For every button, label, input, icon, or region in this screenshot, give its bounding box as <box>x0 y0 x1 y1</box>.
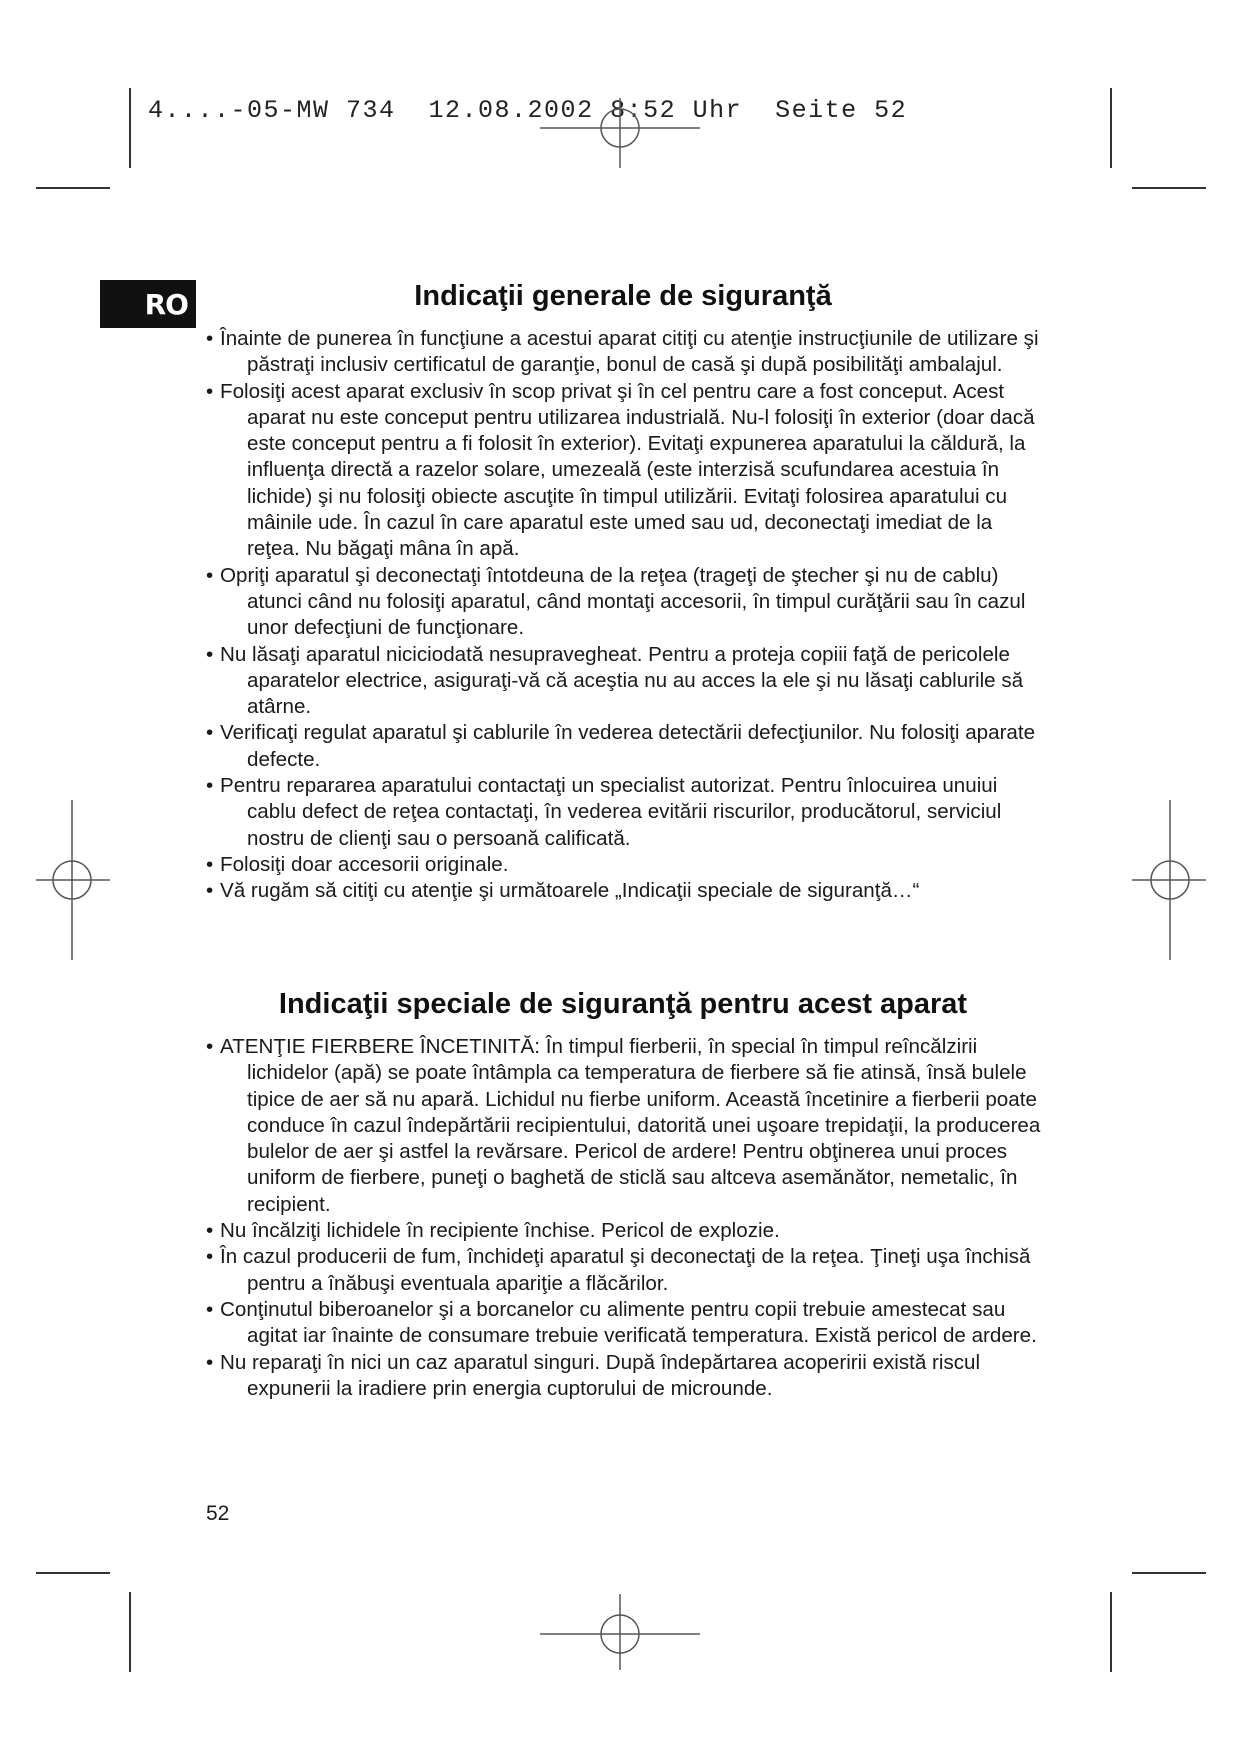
language-tab: RO <box>100 280 196 328</box>
general-safety-list <box>206 326 1046 905</box>
list-item: • Nu lăsaţi aparatul niciciodată nesupravegheat. Pentru a proteja copiii faţă de pericolele aparatelor electrice, asiguraţi-vă că aceştia nu au acces la ele şi nu lăsaţi cablurile să atârne. <box>206 642 1046 721</box>
list-item: • Conţinutul biberoanelor şi a borcanelor cu alimente pentru copii trebuie amestecat sau agitat iar înainte de consumare trebuie verificată temperatura. Există pericol de ardere. <box>206 1297 1046 1350</box>
list-item: • Folosiţi doar accesorii originale. <box>206 852 1046 878</box>
registration-mark-left <box>36 800 110 960</box>
section-title-special-safety: Indicaţii speciale de siguranţă pentru acest aparat <box>278 988 968 1020</box>
list-item: • Înainte de punerea în funcţiune a acestui aparat citiţi cu atenţie instrucţiunile de utilizare şi păstraţi inclusiv certificatul de garanţie, bonul de casă şi după posibilităţi ambalajul. <box>206 326 1046 379</box>
list-item: • Folosiţi acest aparat exclusiv în scop privat şi în cel pentru care a fost conceput. Acest aparat nu este conceput pentru utilizarea industrială. Nu-l folosiţi în exterior (doar dacă este conceput pentru a fi folosit în exterior). Evitaţi expunerea aparatului la căldură, la influenţa directă a razelor solare, umezeală (este interzisă scufundarea acestuia în lichide) şi nu folosiţi obiecte ascuţite în timpul utilizării. Evitaţi folosirea aparatului cu mâinile ude. În cazul în care aparatul este umed sau ud, deconectaţi imediat de la reţea. Nu băgaţi mâna în apă. <box>206 379 1046 563</box>
registration-mark-right <box>1132 800 1206 960</box>
page-number: 52 <box>206 1502 230 1525</box>
list-item: • Vă rugăm să citiţi cu atenţie şi următoarele „Indicaţii speciale de siguranţă…“ <box>206 878 1046 904</box>
list-item: • Nu reparaţi în nici un caz aparatul singuri. După îndepărtarea acoperirii există riscul expunerii la iradiere prin energia cuptorului de microunde. <box>206 1350 1046 1403</box>
list-item: • Verificaţi regulat aparatul şi cablurile în vederea detectării defecţiunilor. Nu folosiţi aparate defecte. <box>206 720 1046 773</box>
list-item: • ATENŢIE FIERBERE ÎNCETINITĂ: În timpul fierberii, în special în timpul reîncălzirii lichidelor (apă) se poate întâmpla ca temperatura de fierbere să fie atinsă, însă bulele tipice de aer să nu apară. Lichidul nu fierbe uniform. Această încetinire a fierberii poate conduce în cazul îndepărtării recipientului, datorită unei uşoare trepidaţii, la producerea bulelor de aer şi astfel la revărsare. Pericol de ardere! Pentru obţinerea unui proces uniform de fierbere, puneţi o baghetă de sticlă sau altceva asemănător, nemetalic, în recipient. <box>206 1034 1046 1218</box>
section-title-general-safety: Indicaţii generale de siguranţă <box>414 280 832 312</box>
list-item: • Opriţi aparatul şi deconectaţi întotdeuna de la reţea (trageţi de ştecher şi nu de cablu) atunci când nu folosiţi aparatul, când montaţi accesorii, în timpul curăţării sau în cazul unor defecţiuni de funcţionare. <box>206 563 1046 642</box>
print-header: 4....-05-MW 734 12.08.2002 8:52 Uhr Seite 52 <box>148 96 908 125</box>
special-safety-list <box>206 1034 1046 1402</box>
registration-mark-bottom <box>540 1594 700 1670</box>
list-item: • În cazul producerii de fum, închideţi aparatul şi deconectaţi de la reţea. Ţineţi uşa închisă pentru a înăbuşi eventuala apariţie a flăcărilor. <box>206 1244 1046 1297</box>
list-item: • Pentru repararea aparatului contactaţi un specialist autorizat. Pentru înlocuirea unuiui cablu defect de reţea contactaţi, în vederea evitării riscurilor, producătorul, serviciul nostru de clienţi sau o persoană calificată. <box>206 773 1046 852</box>
list-item: • Nu încălziţi lichidele în recipiente închise. Pericol de explozie. <box>206 1218 1046 1244</box>
